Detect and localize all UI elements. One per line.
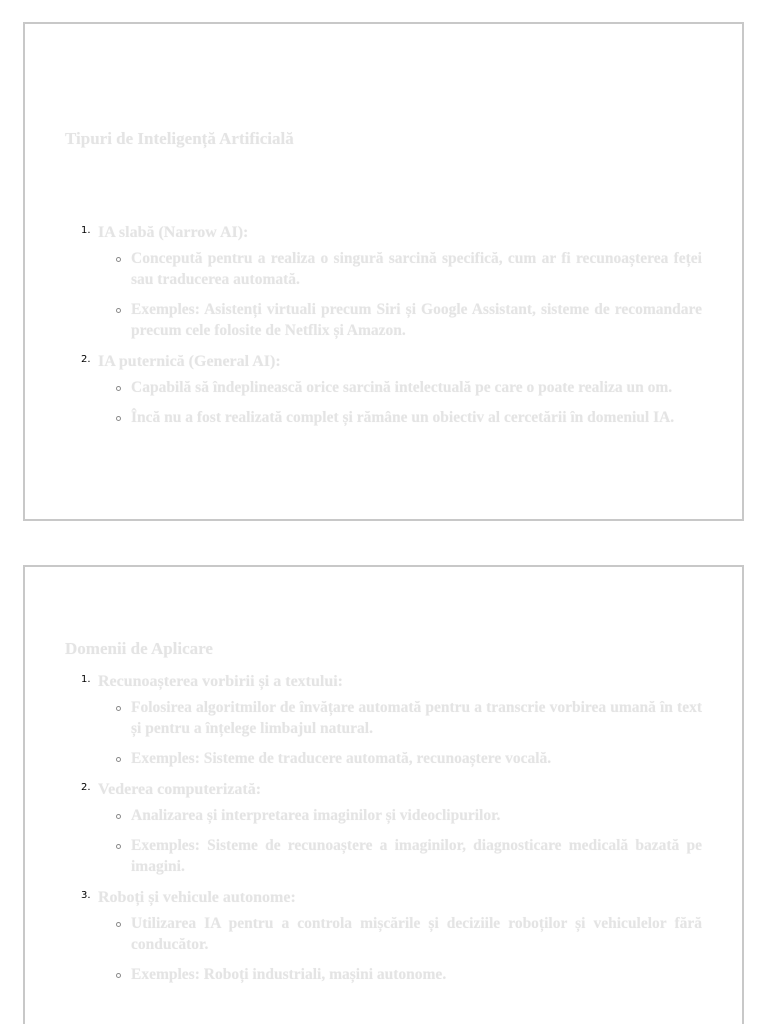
list-number: 2. bbox=[81, 782, 91, 793]
list-item bbox=[65, 886, 702, 985]
bullet-item bbox=[98, 835, 702, 877]
list-number: 3. bbox=[81, 890, 91, 901]
bullet-text: Exemples: Roboți industriali, mașini autonome. bbox=[131, 966, 447, 983]
bullet-item bbox=[98, 805, 702, 826]
circle-bullet-icon bbox=[116, 814, 121, 819]
bullet-text: Concepută pentru a realiza o singură sarcină specifică, cum ar fi recunoașterea feței sau traducerea automată. bbox=[131, 250, 702, 288]
bullet-item bbox=[98, 248, 702, 290]
bullet-text: Folosirea algoritmilor de învățare automată pentru a transcrie vorbirea umană în text și pentru a înțelege limbajul natural. bbox=[131, 699, 702, 737]
list-item-heading: Roboți și vehicule autonome: bbox=[98, 889, 296, 906]
bullet-text: Încă nu a fost realizată complet și rămâne un obiectiv al cercetării în domeniul IA. bbox=[131, 409, 675, 426]
circle-bullet-icon bbox=[116, 386, 121, 391]
bullet-list bbox=[98, 377, 702, 428]
bullet-text: Analizarea și interpretarea imaginilor și videoclipurilor. bbox=[131, 807, 501, 824]
slide bbox=[23, 22, 744, 521]
bullet-list bbox=[98, 805, 702, 877]
bullet-item bbox=[98, 377, 702, 398]
list-number: 2. bbox=[81, 354, 91, 365]
list-item-heading: Vederea computerizată: bbox=[98, 781, 262, 798]
slide-title: Domenii de Aplicare bbox=[65, 639, 213, 658]
bullet-text: Exemples: Asistenți virtuali precum Siri și Google Assistant, sisteme de recomandare precum cele folosite de Netflix și Amazon. bbox=[131, 301, 702, 339]
circle-bullet-icon bbox=[116, 757, 121, 762]
bullet-list bbox=[98, 248, 702, 341]
list-item bbox=[65, 221, 702, 341]
bullet-text: Capabilă să îndeplinească orice sarcină intelectuală pe care o poate realiza un om. bbox=[131, 379, 673, 396]
circle-bullet-icon bbox=[116, 922, 121, 927]
bullet-item bbox=[98, 964, 702, 985]
bullet-text: Exemples: Sisteme de recunoaștere a imaginilor, diagnosticare medicală bazată pe imagini. bbox=[131, 837, 702, 875]
bullet-item bbox=[98, 407, 702, 428]
circle-bullet-icon bbox=[116, 844, 121, 849]
bullet-text: Exemples: Sisteme de traducere automată, recunoaștere vocală. bbox=[131, 750, 552, 767]
circle-bullet-icon bbox=[116, 308, 121, 313]
bullet-item bbox=[98, 913, 702, 955]
list-item-heading: Recunoașterea vorbirii și a textului: bbox=[98, 673, 344, 690]
list-number: 1. bbox=[81, 674, 91, 685]
circle-bullet-icon bbox=[116, 257, 121, 262]
slide bbox=[23, 565, 744, 1024]
list-item bbox=[65, 350, 702, 428]
bullet-item bbox=[98, 299, 702, 341]
numbered-list bbox=[65, 221, 702, 437]
circle-bullet-icon bbox=[116, 416, 121, 421]
bullet-item bbox=[98, 697, 702, 739]
list-item bbox=[65, 778, 702, 877]
bullet-list bbox=[98, 913, 702, 985]
list-number: 1. bbox=[81, 225, 91, 236]
bullet-text: Utilizarea IA pentru a controla mișcările și deciziile roboților și vehiculelor fără conducător. bbox=[131, 915, 702, 953]
numbered-list bbox=[65, 670, 702, 994]
slide-title: Tipuri de Inteligență Artificială bbox=[65, 129, 294, 148]
circle-bullet-icon bbox=[116, 706, 121, 711]
bullet-item bbox=[98, 748, 702, 769]
list-item bbox=[65, 670, 702, 769]
list-item-heading: IA slabă (Narrow AI): bbox=[98, 224, 249, 241]
circle-bullet-icon bbox=[116, 973, 121, 978]
bullet-list bbox=[98, 697, 702, 769]
list-item-heading: IA puternică (General AI): bbox=[98, 353, 281, 370]
